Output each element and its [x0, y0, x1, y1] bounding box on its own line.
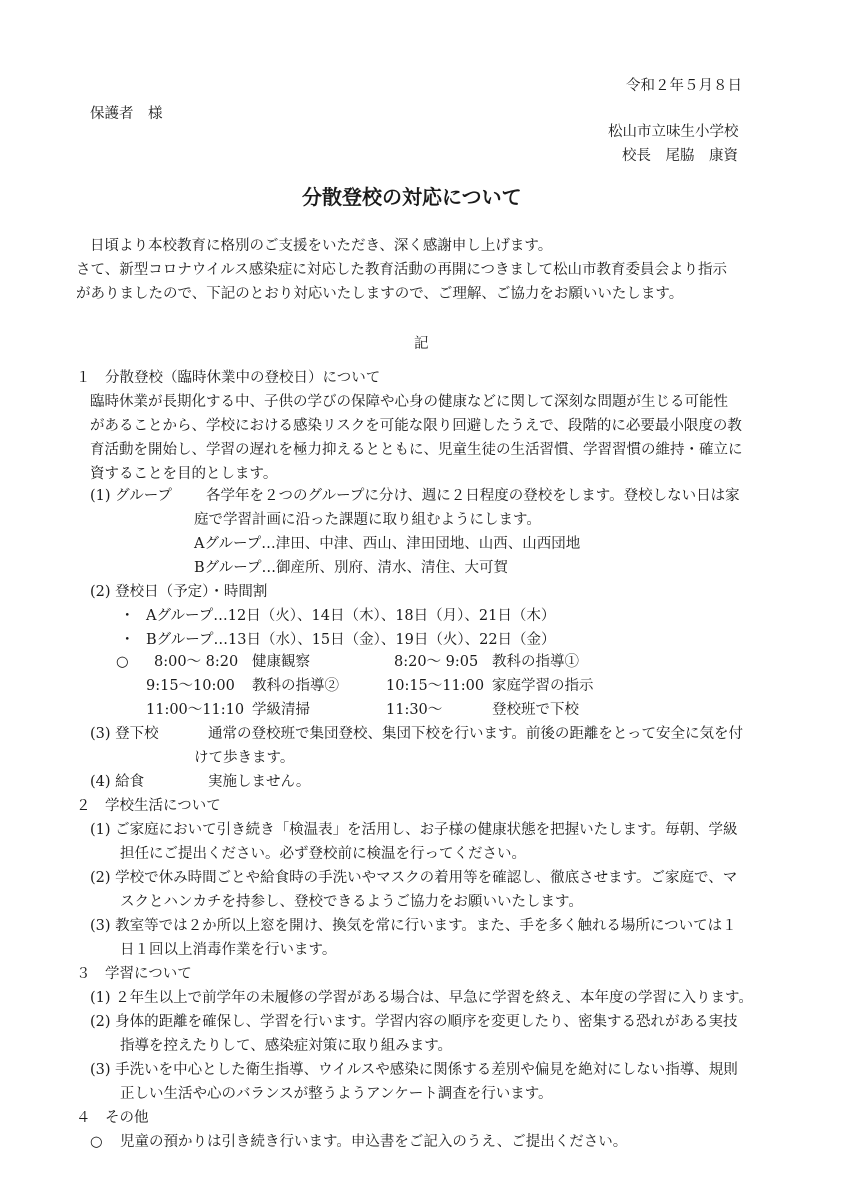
s3-item-1: (1) ２年生以上で前学年の未履修の学習がある場合は、早急に学習を終え、本年度の学習に入ります。 [90, 990, 753, 1006]
lunch-desc: 実施しません。 [208, 774, 311, 790]
section-2-heading: ２ 学校生活について [76, 798, 221, 814]
timetable-time: 8:20～ 9:05 [394, 654, 479, 670]
section-1-para-3: 育活動を開始し、学習の遅れを極力抑えるとともに、児童生徒の生活習慣、学習習慣の維持・確立に [90, 442, 743, 458]
timetable-activity: 学級清掃 [252, 702, 310, 718]
group-desc-1: 各学年を２つのグループに分け、週に２日程度の登校をします。登校しない日は家 [206, 488, 740, 504]
s3-item-3b: 正しい生活や心のバランスが整うようアンケート調査を行います。 [120, 1086, 553, 1102]
s3-item-3a: (3) 手洗いを中心とした衛生指導、ウイルスや感染に関係する差別や偏見を絶対にしない指導、規則 [90, 1062, 738, 1078]
principal-name: 校長 尾脇 康資 [622, 148, 738, 164]
timetable-time: 10:15～11:00 [386, 678, 485, 694]
intro-line-2: さて、新型コロナウイルス感染症に対応した教育活動の再開につきまして松山市教育委員会より指示 [76, 262, 728, 278]
s2-item-1a: (1) ご家庭において引き続き「検温表」を活用し、お子様の健康状態を把握いたします。毎朝、学級 [90, 822, 738, 838]
ki-marker: 記 [414, 336, 429, 352]
s4-circle: ○ [90, 1134, 103, 1150]
s3-item-2a: (2) 身体的距離を確保し、学習を行います。学習内容の順序を変更したり、密集する恐れがある実技 [90, 1014, 738, 1030]
commute-label: (3) 登下校 [90, 726, 159, 742]
timetable-activity: 登校班で下校 [492, 702, 579, 718]
timetable-time: 8:00～ 8:20 [154, 654, 239, 670]
group-b: Bグループ…御産所、別府、清水、清住、大可賀 [194, 560, 508, 576]
schedule-a-bullet: ・ [120, 608, 135, 624]
timetable-time: 11:00～11:10 [146, 702, 245, 718]
section-4-heading: ４ その他 [76, 1110, 149, 1126]
section-3-heading: ３ 学習について [76, 966, 192, 982]
document-title: 分散登校の対応について [302, 185, 522, 209]
timetable-time: 9:15～10:00 [146, 678, 235, 694]
section-1-para-1: 臨時休業が長期化する中、子供の学びの保障や心身の健康などに関して深刻な問題が生じる可能性 [90, 394, 728, 410]
s4-item: 児童の預かりは引き続き行います。申込書をご記入のうえ、ご提出ください。 [120, 1134, 628, 1150]
timetable-time: 11:30～ [386, 702, 443, 718]
timetable-activity: 家庭学習の指示 [492, 678, 594, 694]
recipient: 保護者 様 [90, 106, 163, 122]
timetable-activity: 教科の指導① [492, 654, 579, 670]
commute-desc-2: けて歩きます。 [194, 750, 295, 766]
group-desc-2: 庭で学習計画に沿った課題に取り組むようにします。 [194, 512, 541, 528]
s2-item-3b: 日１回以上消毒作業を行います。 [120, 942, 337, 958]
timetable-circle: ○ [116, 654, 129, 670]
intro-line-3: がありましたので、下記のとおり対応いたしますので、ご理解、ご協力をお願いいたします。 [76, 286, 684, 302]
commute-desc-1: 通常の登校班で集団登校、集団下校を行います。前後の距離をとって安全に気を付 [208, 726, 744, 742]
s3-item-2b: 指導を控えたりして、感染症対策に取り組みます。 [120, 1038, 453, 1054]
section-1-para-4: 資することを目的とします。 [90, 466, 278, 482]
group-label: (1) グループ [90, 488, 172, 504]
schedule-b: Bグループ…13日（水）、15日（金）、19日（火）、22日（金） [146, 632, 556, 648]
s2-item-2b: スクとハンカチを持参し、登校できるようご協力をお願いいたします。 [120, 894, 583, 910]
timetable-activity: 教科の指導② [252, 678, 339, 694]
s2-item-3a: (3) 教室等では２か所以上窓を開け、換気を常に行います。また、手を多く触れる場所については１ [90, 918, 737, 934]
schedule-label: (2) 登校日（予定）・時間割 [90, 584, 268, 600]
schedule-b-bullet: ・ [120, 632, 135, 648]
section-1-heading: １ 分散登校（臨時休業中の登校日）について [76, 370, 381, 386]
school-name: 松山市立味生小学校 [608, 124, 739, 140]
s2-item-1b: 担任にご提出ください。必ず登校前に検温を行ってください。 [120, 846, 526, 862]
schedule-a: Aグループ…12日（火）、14日（木）、18日（月）、21日（木） [146, 608, 556, 624]
group-a: Aグループ…津田、中津、西山、津田団地、山西、山西団地 [194, 536, 581, 552]
section-1-para-2: があることから、学校における感染リスクを可能な限り回避したうえで、段階的に必要最小限度の教 [90, 418, 742, 434]
letter-date: 令和２年５月８日 [626, 78, 742, 94]
timetable-activity: 健康観察 [252, 654, 310, 670]
s2-item-2a: (2) 学校で休み時間ごとや給食時の手洗いやマスクの着用等を確認し、徹底させます。ご家庭で、マ [90, 870, 738, 886]
lunch-label: (4) 給食 [90, 774, 145, 790]
intro-line-1: 日頃より本校教育に格別のご支援をいただき、深く感謝申し上げます。 [90, 238, 553, 254]
